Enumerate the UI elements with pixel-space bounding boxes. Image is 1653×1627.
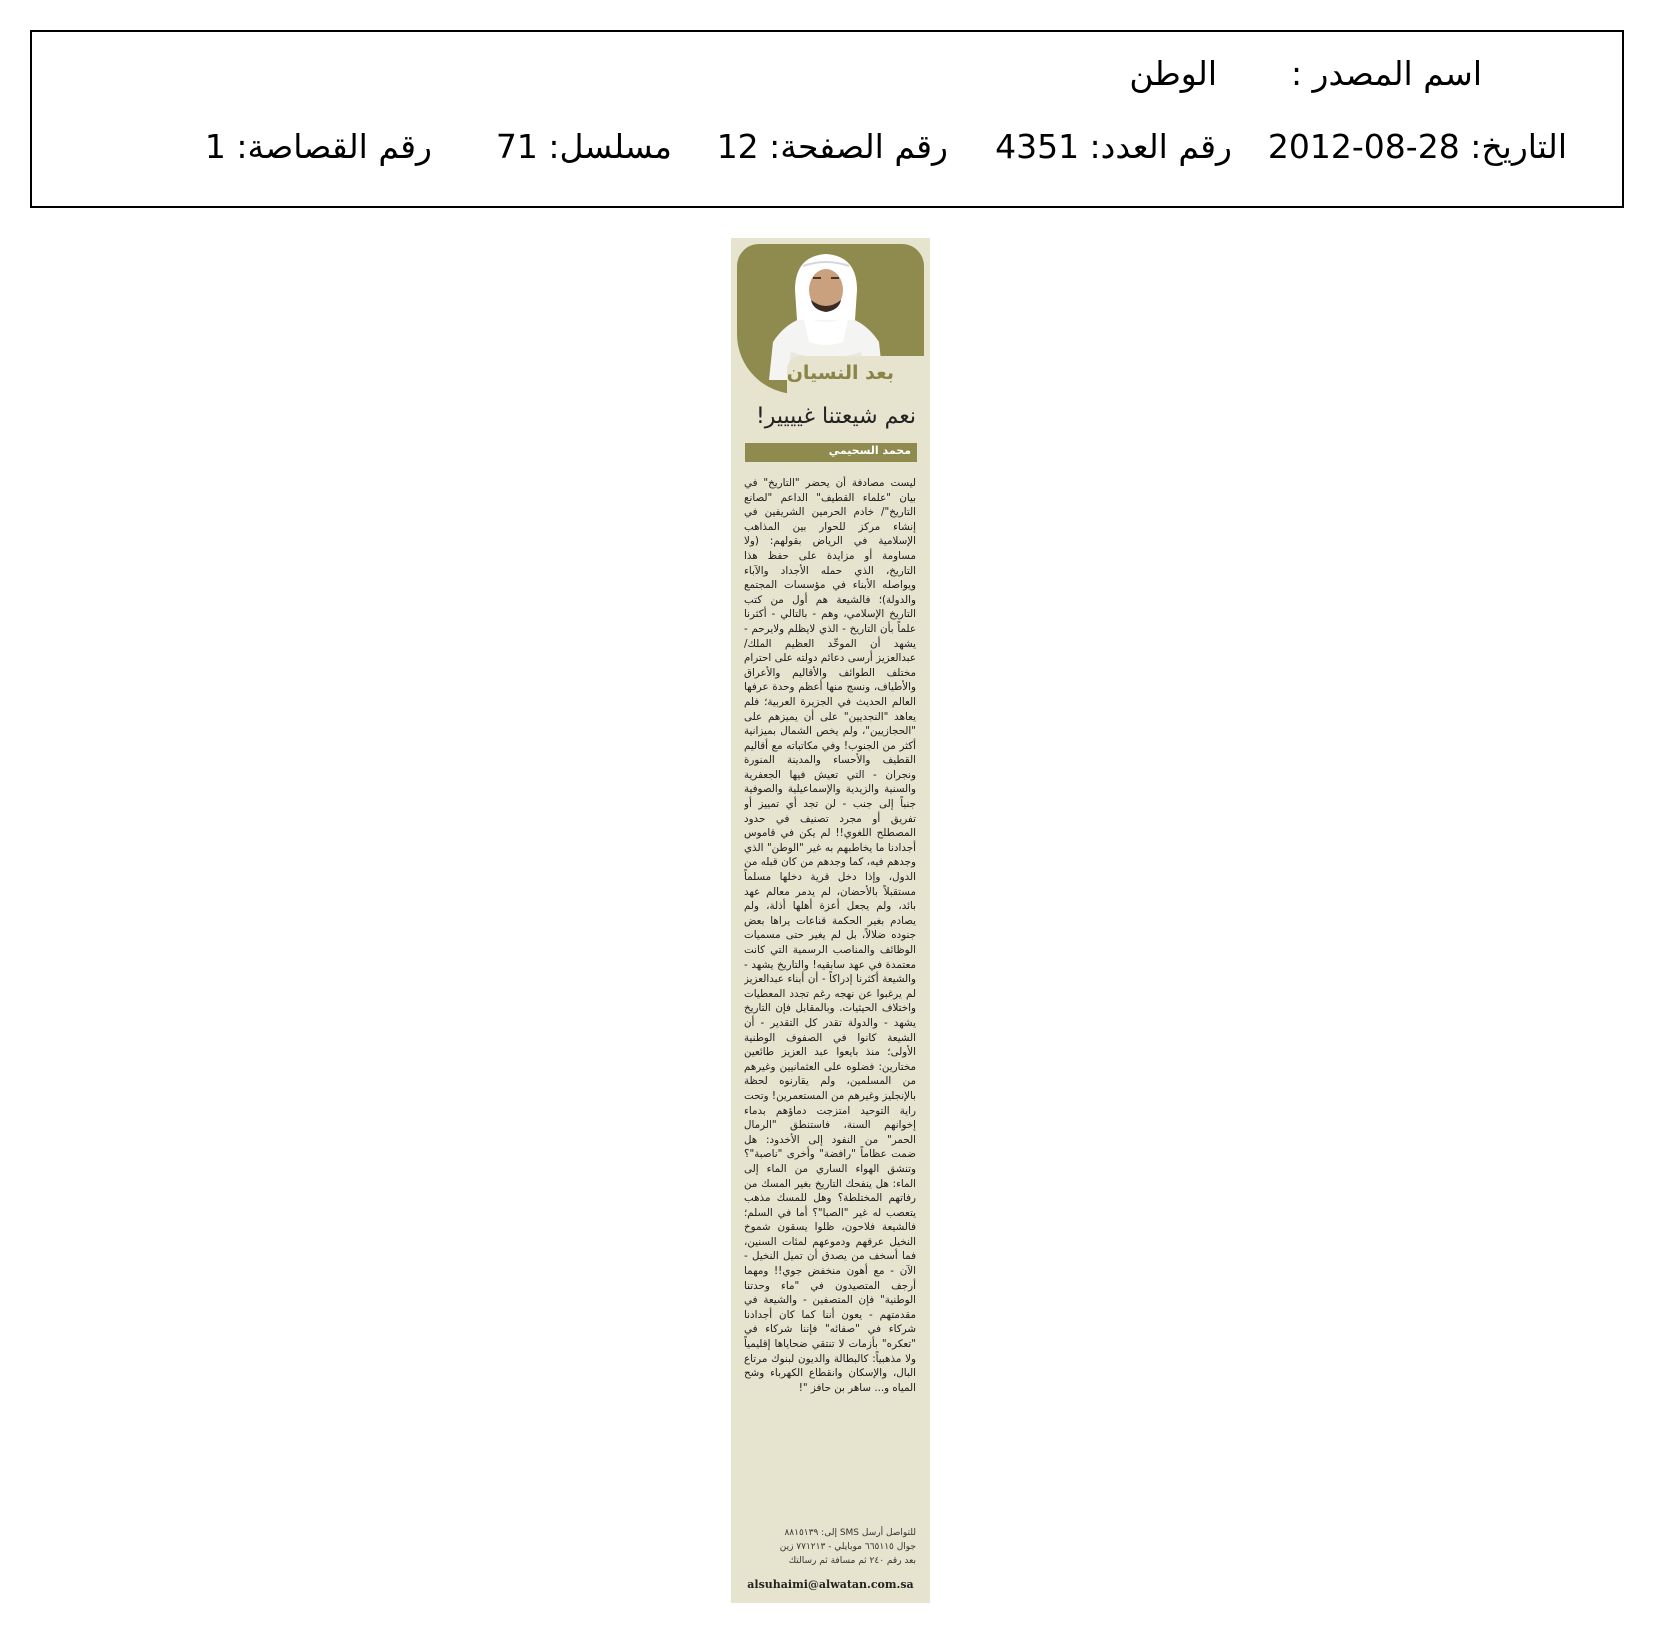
source-label: اسم المصدر : — [1290, 54, 1482, 93]
contact-info — [744, 1526, 916, 1568]
serial-field: مسلسل: 71 — [495, 127, 672, 166]
source-value: الوطن — [1129, 54, 1217, 93]
clip-number-field: رقم القصاصة: 1 — [204, 127, 432, 166]
date-field: التاريخ: 28-08-2012 — [1267, 127, 1567, 166]
article-body: ليست مصادفة أن يحضر "التاريخ" في بيان "علماء القطيف" الداعم "لصانع التاريخ"/ خادم الحرمين الشريفين في إنشاء مركز للحوار بين المذاهب الإسلامية في الرياض بقولهم: (ولا مساومة أو مزايدة على حفظ هذا التاريخ، الذي حمله الأجداد والآباء ويواصله الأبناء في مؤسسات المجتمع والدولة)؛ فالشيعة هم أول من كتب التاريخ الإسلامي، وهم - بالتالي - أكثرنا علماً بأن التاريخ - الذي لايظلم ولايرحم - يشهد أن الموحِّد العظيم الملك/ عبدالعزيز أرسى دعائم دولته على احترام مختلف الطوائف والأقاليم والأعراق والأطياف، ونسج منها أعظم وحدة عرفها العالم الحديث في الجزيرة العربية؛ فلم يعاهد "النجديين" على أن يميزهم على "الحجازيين"، ولم يخص الشمال بميزانية أكثر من الجنوب! وفي مكاتباته مع أقاليم القطيف والأحساء والمدينة المنورة ونجران - التي تعيش فيها الجعفرية والسنية والزيدية والإسماعيلية والصوفية جنباً إلى جنب - لن تجد أي تمييز أو تفريق أو مجرد تصنيف في حدود المصطلح اللغوي!! لم يكن في قاموس أجدادنا ما يخاطبهم به غير "الوطن" الذي وجدهم فيه، كما وجدهم من كان قبله من الدول، وإذا دخل قرية دخلها مسلماً مستقبلاً بالأحضان، لم يدمر معالم عهد بائد، ولم يجعل أعزة أهلها أذلة، ولم يصادم بغير الحكمة قناعات يراها بعض جنوده ضلالاً، بل لم يغير حتى مسميات الوظائف والمناصب الرسمية التي كانت معتمدة في عهد سابقيه! والتاريخ يشهد - والشيعة أكثرنا إدراكاً - أن أبناء عبدالعزيز لم يرغبوا عن نهجه رغم تجدد المعطيات واختلاف الحيثيات. وبالمقابل فإن التاريخ يشهد - والدولة تقدر كل التقدير - أن الشيعة كانوا في الصفوف الوطنية الأولى؛ منذ بايعوا عبد العزيز طائعين مختارين: فضلوه على العثمانيين وغيرهم من المسلمين، ولم يقارنوه لحظة بالإنجليز وغيرهم من المستعمرين! وتحت راية التوحيد امتزجت دماؤهم بدماء إخوانهم السنة، فاستنطق "الرمال الحمر" من النفود إلى الأخدود: هل ضمت عظاماً "رافضة" وأخرى "ناصبة"؟ وتنشق الهواء الساري من الماء إلى الماء: هل ينفحك التاريخ بغير المسك من رفاتهم المختلطة؟ وهل للمسك مذهب يتعصب له غير "الصبا"؟ أما في السلم؛ فالشيعة فلاحون، ظلوا يسقون شموخ النخيل عرقهم ودموعهم لمئات السنين، فما أسخف من يصدق أن تميل النخيل - الآن - مع أهون منخفض جوي!! ومهما أرجف المتصيدون في "ماء وحدتنا الوطنية" فإن المتصفين - والشيعة في مقدمتهم - يعون أننا كما كان أجدادنا شركاء في "صفائه" فإننا شركاء في "تعكره" بأزمات لا تنتقي ضحاياها إقليمياً ولا مذهبياً: كالبطالة والديون لبنوك مرتاع البال، والإسكان وانقطاع الكهرباء وشح المياه و... ساهر بن حافز "! — [744, 477, 916, 1394]
newspaper-clipping — [731, 238, 930, 1603]
contact-line-sms: للتواصل أرسل SMS إلى: ٨٨١٥١٣٩ — [784, 1528, 916, 1538]
author-email: alsuhaimi@alwatan.com.sa — [747, 1578, 914, 1591]
article-headline: نعم شيعتنا غيييير! — [755, 404, 916, 429]
author-name: محمد السحيمي — [828, 444, 911, 457]
metadata-box — [30, 30, 1624, 208]
author-bar — [745, 443, 917, 462]
page-field: رقم الصفحة: 12 — [716, 127, 948, 166]
issue-field: رقم العدد: 4351 — [995, 127, 1232, 166]
contact-line-mobile: جوال ٦٦٥١١٥ موبايلي - ٧٧١٢١٣ زين — [779, 1542, 916, 1552]
contact-line-instructions: بعد رقم ٢٤٠ ثم مسافة ثم رسالتك — [788, 1556, 916, 1566]
column-title: بعد النسيان — [786, 362, 894, 384]
